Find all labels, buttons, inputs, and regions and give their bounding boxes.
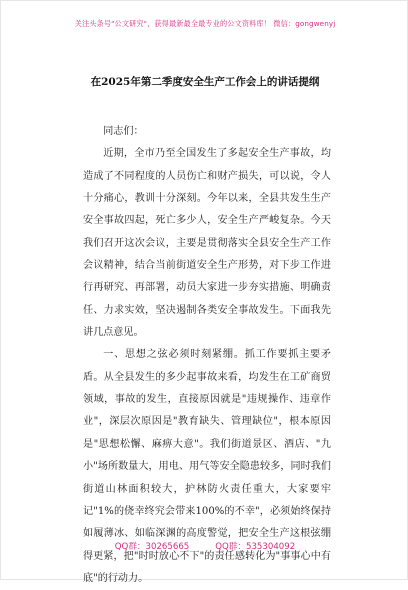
- salutation: 同志们：: [103, 126, 144, 137]
- qq-group-2: QQ群：535304092: [215, 542, 296, 552]
- body-paragraph-1: 近期，全市乃至全国发生了多起安全生产事故，均造成了不同程度的人员伤亡和财产损失，可以说，令人十分痛心，教训十分深刻。今年以来，全县共发生生产安全事故四起，死亡多少人，安全生产严峻复杂。今天我们召开这次会议，主要是贯彻落实全县安全生产工作会议精神，结合当前街道安全生产形势，对下步工作进行再研究、再部署，动员大家进一步夯实措施、明确责任、力求实效，坚决遏制各类安全事故发生。下面我先讲几点意见。: [83, 148, 331, 339]
- document-body: [83, 121, 331, 590]
- promo-footer-banner: [1, 540, 408, 552]
- body-paragraph-2: 一、思想之弦必须时刻紧绷。抓工作要抓主要矛盾。从全县发生的多少起事故来看，均发生在工矿商贸领域，事故的发生，直接原因就是"违规操作、违章作业"，深层次原因是"教育缺失、管理缺位"，根本原因是"思想松懈、麻痹大意"。我们街道景区、酒店、"九小"场所数量大，用电、用气等安全隐患较多，同时我们街道山林面积较大，护林防火责任重大，大家要牢记"1%的侥幸终究会带来100%的不幸"，必须始终保持如履薄冰、如临深渊的高度警觉，把安全生产这根弦绷得更紧，把"时时放心不下"的责任感转化为"事事心中有底"的行动力。: [83, 349, 331, 584]
- document-title: 在2025年第二季度安全生产工作会上的讲话提纲: [90, 76, 320, 88]
- promo-header-banner: 关注头条号"公文研究"，获得最新最全最专业的公文资料库！ 微信：gongwenyj: [74, 19, 336, 28]
- qq-group-1: QQ群：30265665: [114, 542, 190, 552]
